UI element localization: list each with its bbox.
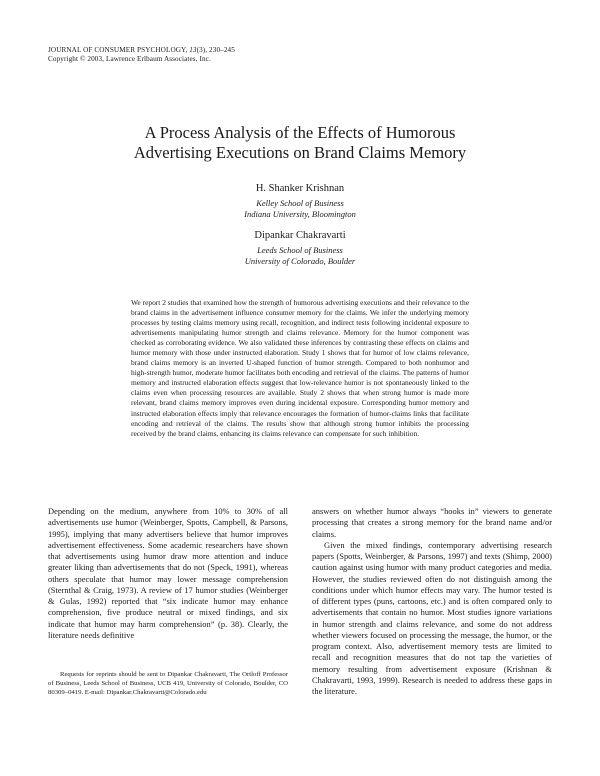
author-1-university: Indiana University, Bloomington (244, 209, 356, 219)
paper-title (0, 123, 600, 163)
paper-title-line-2: Advertising Executions on Brand Claims Memory (133, 143, 467, 162)
body-paragraph: Given the mixed findings, contemporary advertising research papers (Spotts, Weinberger, & Parsons, 1997) and texts (Shimp, 2000) caution against using humor with many product categories and media. However, the studies reviewed often do not distinguish among the conditions under which humor effects may vary. The humor tested is of different types (puns, cartoons, etc.) and is often compared only to advertisements that contain no humor. Most studies ignore variations in humor strength and claims relevance, and some do not address whether viewers focused on processing the message, the humor, or the program context. Also, advertisement memory tests are limited to recall and recognition measures that do not tap the varieties of memory resulting from advertisement exposure (Krishnan & Chakravarti, 1993, 1999). Research is needed to address these gaps in the literature. (312, 539, 552, 696)
author-2-school: Leeds School of Business (257, 245, 343, 255)
journal-issue-pages: (3), 230–245 (196, 46, 235, 54)
journal-header (48, 46, 235, 64)
copyright-line: Copyright © 2003, Lawrence Erlbaum Associates, Inc. (48, 55, 211, 63)
author-1-name: H. Shanker Krishnan (255, 183, 345, 194)
body-paragraph: answers on whether humor always “hooks in” viewers to generate processing that creates a strong memory for the brand name and/or claims. (312, 506, 552, 539)
reprint-footnote: Requests for reprints should be sent to Dipankar Chakravarti, The Ortloff Professor of Business, Leeds School of Business, UCB 419, University of Colorado, Boulder, CO 80309–0419. E-mail: Dipankar.Chakravarti@Colorado.edu (48, 671, 288, 696)
body-column-right (312, 506, 552, 697)
paper-title-line-1: A Process Analysis of the Effects of Humorous (144, 123, 456, 142)
author-2-name: Dipankar Chakravarti (254, 230, 346, 241)
abstract: We report 2 studies that examined how the strength of humorous advertising executions and their relevance to the brand claims in the advertisement influence consumer memory for the claims. We infer the underlying memory processes by testing claims memory using recall, recognition, and indirect tests following incidental exposure to advertisements manipulating humor strength and claims relevance. Memory for the humor component was checked as corroborating evidence. We also validated these inferences by contrasting these effects on claims and humor memory with those under instructed elaboration. Study 1 shows that for humor of low claims relevance, brand claims memory is an inverted U-shaped function of humor strength. Compared to both nonhumor and high-strength humor, moderate humor facilitates both encoding and retrieval of the claims. The patterns of humor memory and instructed elaboration effects suggest that low-relevance humor is not spontaneously linked to the claims even when processing resources are available. Study 2 shows that when strong humor is made more relevant, brand claims memory improves even during incidental exposure. Corresponding humor memory and instructed elaboration effects imply that relevance encourages the formation of humor-claims links that facilitate encoding and retrieval of the claims. The results show that although strong humor inhibits the processing received by the brand claims, enhancing its claims relevance can compensate for such inhibition. (131, 298, 469, 438)
author-1-school: Kelley School of Business (256, 198, 344, 208)
author-2-university: University of Colorado, Boulder (244, 256, 356, 266)
body-paragraph: Depending on the medium, anywhere from 10% to 30% of all advertisements use humor (Weinberger, Spotts, Campbell, & Parsons, 1995), implying that many advertisers believe that humor improves advertisement effectiveness. Some academic researchers have shown that advertisements using humor draw more attention and induce greater liking than advertisements that do not (Speck, 1991), whereas others speculate that humor may lower message comprehension (Sternthal & Craig, 1973). A review of 17 humor studies (Weinberger & Gulas, 1992) reported that “six indicate humor may enhance comprehension, five produce neutral or mixed findings, and six indicate that humor may harm comprehension” (p. 38). Clearly, the literature needs definitive (48, 506, 288, 640)
body-column-left (48, 506, 288, 641)
journal-volume: 13 (189, 46, 197, 54)
journal-citation (48, 46, 235, 55)
journal-name: JOURNAL OF CONSUMER PSYCHOLOGY, (48, 46, 190, 54)
